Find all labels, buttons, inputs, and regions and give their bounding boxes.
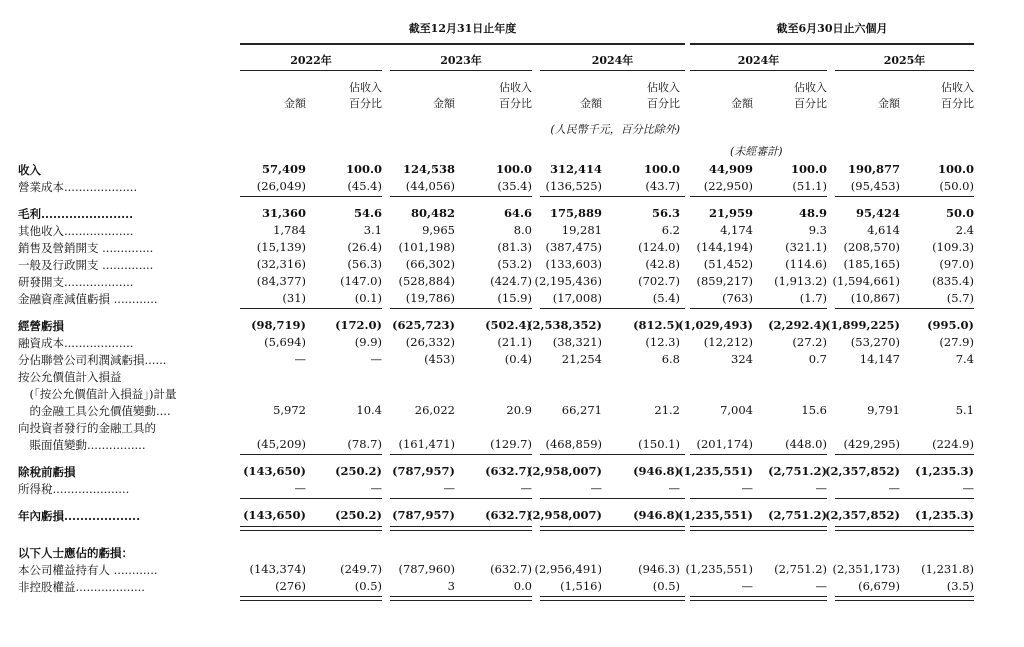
column-header-amount: 金額 — [284, 97, 306, 110]
table-cell: (161,471) — [398, 437, 455, 451]
table-cell: (12,212) — [703, 335, 753, 349]
table-cell: (502.4) — [485, 318, 532, 332]
table-cell: — — [294, 352, 306, 366]
table-cell: (44,056) — [405, 179, 455, 193]
column-header-percent-of-revenue: 百分比 — [499, 97, 532, 110]
column-header-amount: 金額 — [580, 97, 602, 110]
subtotal-rule — [690, 498, 827, 499]
table-cell: 44,909 — [708, 162, 753, 176]
table-cell: (27.9) — [939, 335, 974, 349]
column-header-percent-of-revenue: 佔收入 — [349, 81, 382, 94]
table-cell: (109.3) — [932, 240, 974, 254]
table-cell: (787,960) — [398, 562, 455, 576]
table-cell: — — [370, 352, 382, 366]
row-label: 金融資產減值虧損 ............ — [18, 292, 158, 306]
row-label: 本公司權益持有人 ............ — [18, 563, 158, 577]
row-label: 年內虧損................... — [18, 509, 141, 523]
column-header-percent-of-revenue: 百分比 — [647, 97, 680, 110]
table-cell: (78.7) — [347, 437, 382, 451]
table-cell: (32,316) — [256, 257, 306, 271]
table-cell: (835.4) — [932, 274, 974, 288]
table-cell: (84,377) — [256, 274, 306, 288]
table-cell: (150.1) — [638, 437, 680, 451]
double-rule — [835, 596, 974, 601]
row-label: 分佔聯營公司利潤減虧損...... — [18, 353, 167, 367]
table-cell: 80,482 — [410, 206, 455, 220]
table-cell: (98,719) — [251, 318, 306, 332]
table-cell: 3 — [447, 579, 455, 593]
year-header: 2023年 — [440, 54, 482, 67]
table-cell: (2,958,007) — [527, 508, 602, 522]
year-rule — [240, 70, 382, 71]
table-cell: 9,965 — [422, 223, 455, 237]
subtotal-rule — [390, 308, 532, 309]
subtotal-rule — [540, 498, 685, 499]
table-cell: 5.1 — [955, 403, 974, 417]
table-cell: (453) — [424, 352, 455, 366]
table-cell: — — [294, 481, 306, 495]
table-cell: (66,302) — [405, 257, 455, 271]
table-cell: (1,594,661) — [832, 274, 900, 288]
table-cell: (2,195,436) — [534, 274, 602, 288]
table-cell: (321.1) — [785, 240, 827, 254]
table-cell: 4,614 — [867, 223, 900, 237]
table-cell: (0.1) — [354, 291, 382, 305]
row-label: 營業成本.................... — [18, 180, 138, 194]
table-cell: 50.0 — [945, 206, 974, 220]
table-cell: (763) — [722, 291, 753, 305]
table-cell: — — [815, 579, 827, 593]
column-header-percent-of-revenue: 佔收入 — [499, 81, 532, 94]
table-cell: (812.5) — [633, 318, 680, 332]
table-cell: 3.1 — [363, 223, 382, 237]
table-cell: (424.7) — [490, 274, 532, 288]
table-cell: 100.0 — [790, 162, 827, 176]
table-cell: (27.2) — [792, 335, 827, 349]
table-cell: 0.0 — [513, 579, 532, 593]
table-cell: 56.3 — [651, 206, 680, 220]
row-label: 按公允價值計入損益 — [18, 370, 122, 384]
subtotal-rule — [540, 196, 685, 197]
table-cell: (1,235,551) — [685, 562, 753, 576]
table-cell: (2,958,007) — [527, 464, 602, 478]
table-cell: (1,235,551) — [678, 464, 753, 478]
table-cell: — — [741, 481, 753, 495]
table-cell: (946.8) — [633, 508, 680, 522]
subtotal-rule — [240, 308, 382, 309]
table-cell: (2,538,352) — [527, 318, 602, 332]
row-label: 向投資者發行的金融工具的 — [18, 421, 156, 435]
table-cell: (45.4) — [347, 179, 382, 193]
table-cell: (5.4) — [652, 291, 680, 305]
subtotal-rule — [690, 308, 827, 309]
table-cell: (1.7) — [799, 291, 827, 305]
table-cell: (1,231.8) — [921, 562, 974, 576]
table-cell: (1,899,225) — [825, 318, 900, 332]
table-cell: 0.7 — [808, 352, 827, 366]
table-cell: (1,235,551) — [678, 508, 753, 522]
table-cell: (147.0) — [340, 274, 382, 288]
table-cell: (429,295) — [843, 437, 900, 451]
table-cell: 100.0 — [345, 162, 382, 176]
table-cell: (136,525) — [545, 179, 602, 193]
row-label: 收入 — [18, 163, 41, 177]
table-cell: (172.0) — [335, 318, 382, 332]
table-cell: (144,194) — [696, 240, 753, 254]
table-cell: (6,679) — [858, 579, 900, 593]
year-rule — [540, 70, 685, 71]
header-annual-period: 截至12月31日止年度 — [408, 22, 517, 35]
table-cell: (2,956,491) — [534, 562, 602, 576]
table-cell: (19,786) — [405, 291, 455, 305]
table-cell: (2,751.2) — [768, 464, 827, 478]
table-cell: (97.0) — [939, 257, 974, 271]
table-cell: (201,174) — [696, 437, 753, 451]
subtotal-rule — [835, 454, 974, 455]
column-header-percent-of-revenue: 佔收入 — [647, 81, 680, 94]
table-cell: (10,867) — [850, 291, 900, 305]
table-cell: (50.0) — [939, 179, 974, 193]
table-cell: 54.6 — [353, 206, 382, 220]
table-cell: (946.8) — [633, 464, 680, 478]
table-cell: (2,751.2) — [774, 562, 827, 576]
header-half-year-period: 截至6月30日止六個月 — [776, 22, 888, 35]
table-cell: (2,292.4) — [768, 318, 827, 332]
row-label: 研發開支................... — [18, 275, 134, 289]
table-cell: (859,217) — [696, 274, 753, 288]
double-rule — [240, 526, 382, 531]
double-rule — [835, 526, 974, 531]
table-cell: (224.9) — [932, 437, 974, 451]
table-cell: (787,957) — [392, 464, 455, 478]
double-rule — [690, 596, 827, 601]
table-cell: (26,049) — [256, 179, 306, 193]
subtotal-rule — [835, 308, 974, 309]
table-cell: 124,538 — [402, 162, 455, 176]
year-header: 2025年 — [883, 54, 926, 67]
table-cell: (995.0) — [927, 318, 974, 332]
table-cell: 19,281 — [561, 223, 602, 237]
table-cell: — — [668, 481, 680, 495]
table-cell: (9.9) — [354, 335, 382, 349]
table-cell: (2,357,852) — [825, 464, 900, 478]
table-cell: (787,957) — [392, 508, 455, 522]
table-cell: 15.6 — [801, 403, 827, 417]
table-cell: (21.1) — [497, 335, 532, 349]
row-label: 賬面值變動................ — [18, 438, 146, 452]
table-cell: 64.6 — [503, 206, 532, 220]
table-cell: (208,570) — [843, 240, 900, 254]
table-cell: (15.9) — [497, 291, 532, 305]
table-cell: (448.0) — [785, 437, 827, 451]
table-cell: 10.4 — [356, 403, 382, 417]
table-cell: (528,884) — [398, 274, 455, 288]
table-cell: (250.2) — [335, 508, 382, 522]
year-header: 2024年 — [737, 54, 780, 67]
table-cell: 7.4 — [955, 352, 974, 366]
table-cell: (31) — [282, 291, 306, 305]
table-cell: (143,374) — [249, 562, 306, 576]
table-cell: 324 — [731, 352, 753, 366]
table-cell: (43.7) — [645, 179, 680, 193]
table-cell: (387,475) — [545, 240, 602, 254]
row-label: 除稅前虧損 — [18, 465, 76, 479]
table-cell: (51.1) — [792, 179, 827, 193]
table-cell: (143,650) — [243, 464, 306, 478]
table-cell: 100.0 — [643, 162, 680, 176]
table-cell: (17,008) — [552, 291, 602, 305]
table-cell: (632.7) — [490, 562, 532, 576]
row-label: 毛利....................... — [18, 207, 134, 221]
table-cell: (185,165) — [843, 257, 900, 271]
year-rule — [390, 70, 532, 71]
table-cell: (1,913.2) — [774, 274, 827, 288]
table-cell: 6.8 — [661, 352, 680, 366]
table-cell: — — [741, 579, 753, 593]
table-cell: (1,235.3) — [915, 508, 974, 522]
table-cell: (129.7) — [490, 437, 532, 451]
table-cell: (95,453) — [850, 179, 900, 193]
table-cell: 31,360 — [261, 206, 306, 220]
double-rule — [390, 526, 532, 531]
double-rule — [540, 596, 685, 601]
table-cell: 100.0 — [937, 162, 974, 176]
column-header-amount: 金額 — [878, 97, 900, 110]
table-cell: 48.9 — [798, 206, 827, 220]
table-cell: 26,022 — [414, 403, 455, 417]
subtotal-rule — [240, 454, 382, 455]
row-label: 以下人士應佔的虧損： — [18, 546, 133, 560]
table-cell: — — [370, 481, 382, 495]
row-label: 經營虧損 — [18, 319, 64, 333]
table-cell: (81.3) — [497, 240, 532, 254]
table-cell: 4,174 — [720, 223, 753, 237]
table-cell: 312,414 — [549, 162, 602, 176]
table-cell: (51,452) — [703, 257, 753, 271]
table-cell: (12.3) — [645, 335, 680, 349]
table-cell: (53.2) — [497, 257, 532, 271]
row-label: 融資成本................... — [18, 336, 134, 350]
table-cell: (2,351,173) — [832, 562, 900, 576]
unit-note: (人民幣千元，百分比除外) — [550, 123, 680, 136]
column-header-amount: 金額 — [433, 97, 455, 110]
table-cell: (15,139) — [256, 240, 306, 254]
table-cell: 8.0 — [513, 223, 532, 237]
table-cell: (56.3) — [347, 257, 382, 271]
table-cell: (45,209) — [256, 437, 306, 451]
table-cell: (35.4) — [497, 179, 532, 193]
year-header: 2022年 — [290, 54, 332, 67]
table-cell: — — [888, 481, 900, 495]
table-cell: — — [962, 481, 974, 495]
subtotal-rule — [690, 196, 827, 197]
table-cell: 20.9 — [506, 403, 532, 417]
table-cell: (702.7) — [638, 274, 680, 288]
table-cell: (0.4) — [504, 352, 532, 366]
row-label: 的金融工具公允價值變動.... — [18, 404, 171, 418]
table-cell: (26.4) — [347, 240, 382, 254]
table-cell: (124.0) — [638, 240, 680, 254]
double-rule — [240, 596, 382, 601]
row-label: 非控股權益................... — [18, 580, 145, 594]
subtotal-rule — [390, 498, 532, 499]
table-cell: 2.4 — [955, 223, 974, 237]
year-rule — [690, 70, 827, 71]
subtotal-rule — [240, 498, 382, 499]
table-cell: 14,147 — [859, 352, 900, 366]
subtotal-rule — [240, 196, 382, 197]
table-cell: 190,877 — [847, 162, 900, 176]
table-cell: (3.5) — [946, 579, 974, 593]
table-cell: 100.0 — [495, 162, 532, 176]
table-cell: (249.7) — [340, 562, 382, 576]
table-cell: 21,959 — [708, 206, 753, 220]
subtotal-rule — [540, 308, 685, 309]
table-cell: (5,694) — [264, 335, 306, 349]
subtotal-rule — [540, 454, 685, 455]
table-cell: 57,409 — [261, 162, 306, 176]
column-header-amount: 金額 — [731, 97, 753, 110]
row-label: (「按公允價值計入損益」)計量 — [18, 387, 177, 401]
table-cell: — — [520, 481, 532, 495]
table-cell: 21.2 — [654, 403, 680, 417]
table-cell: (5.7) — [946, 291, 974, 305]
table-cell: (946.3) — [638, 562, 680, 576]
table-cell: (42.8) — [645, 257, 680, 271]
table-cell: (276) — [275, 579, 306, 593]
column-header-percent-of-revenue: 佔收入 — [794, 81, 827, 94]
table-cell: (632.7) — [485, 464, 532, 478]
row-label: 其他收入................... — [18, 224, 134, 238]
row-label: 一般及行政開支 .............. — [18, 258, 154, 272]
table-cell: 5,972 — [273, 403, 306, 417]
table-cell: (0.5) — [652, 579, 680, 593]
double-rule — [540, 526, 685, 531]
column-header-percent-of-revenue: 百分比 — [794, 97, 827, 110]
column-header-percent-of-revenue: 佔收入 — [941, 81, 974, 94]
table-cell: 9,791 — [867, 403, 900, 417]
subtotal-rule — [390, 196, 532, 197]
table-cell: 7,004 — [720, 403, 753, 417]
table-cell: — — [443, 481, 455, 495]
table-cell: (250.2) — [335, 464, 382, 478]
unaudited-note: (未經審計) — [730, 145, 783, 158]
double-rule — [390, 596, 532, 601]
table-cell: 95,424 — [855, 206, 900, 220]
table-cell: (114.6) — [785, 257, 827, 271]
table-cell: (625,723) — [392, 318, 455, 332]
header-annual-rule — [240, 43, 685, 45]
table-cell: (53,270) — [850, 335, 900, 349]
table-cell: 6.2 — [661, 223, 680, 237]
table-cell: 66,271 — [561, 403, 602, 417]
table-cell: (22,950) — [703, 179, 753, 193]
table-cell: (143,650) — [243, 508, 306, 522]
table-cell: (2,357,852) — [825, 508, 900, 522]
subtotal-rule — [390, 454, 532, 455]
column-header-percent-of-revenue: 百分比 — [349, 97, 382, 110]
double-rule — [690, 526, 827, 531]
subtotal-rule — [690, 454, 827, 455]
table-cell: (1,516) — [560, 579, 602, 593]
subtotal-rule — [835, 196, 974, 197]
table-cell: (468,859) — [545, 437, 602, 451]
subtotal-rule — [835, 498, 974, 499]
year-header: 2024年 — [591, 54, 634, 67]
table-cell: (38,321) — [552, 335, 602, 349]
table-cell: 1,784 — [273, 223, 306, 237]
table-cell: (0.5) — [354, 579, 382, 593]
table-cell: 21,254 — [561, 352, 602, 366]
table-cell: — — [590, 481, 602, 495]
table-cell: (632.7) — [485, 508, 532, 522]
table-cell: 9.3 — [808, 223, 827, 237]
column-header-percent-of-revenue: 百分比 — [941, 97, 974, 110]
table-cell: (101,198) — [398, 240, 455, 254]
year-rule — [835, 70, 974, 71]
table-cell: (1,235.3) — [915, 464, 974, 478]
row-label: 銷售及營銷開支 .............. — [18, 241, 154, 255]
table-cell: (1,029,493) — [678, 318, 753, 332]
table-cell: (133,603) — [545, 257, 602, 271]
header-half-rule — [690, 43, 974, 45]
table-cell: — — [815, 481, 827, 495]
table-cell: (2,751.2) — [768, 508, 827, 522]
row-label: 所得稅..................... — [18, 482, 130, 496]
table-cell: 175,889 — [549, 206, 602, 220]
table-cell: (26,332) — [405, 335, 455, 349]
